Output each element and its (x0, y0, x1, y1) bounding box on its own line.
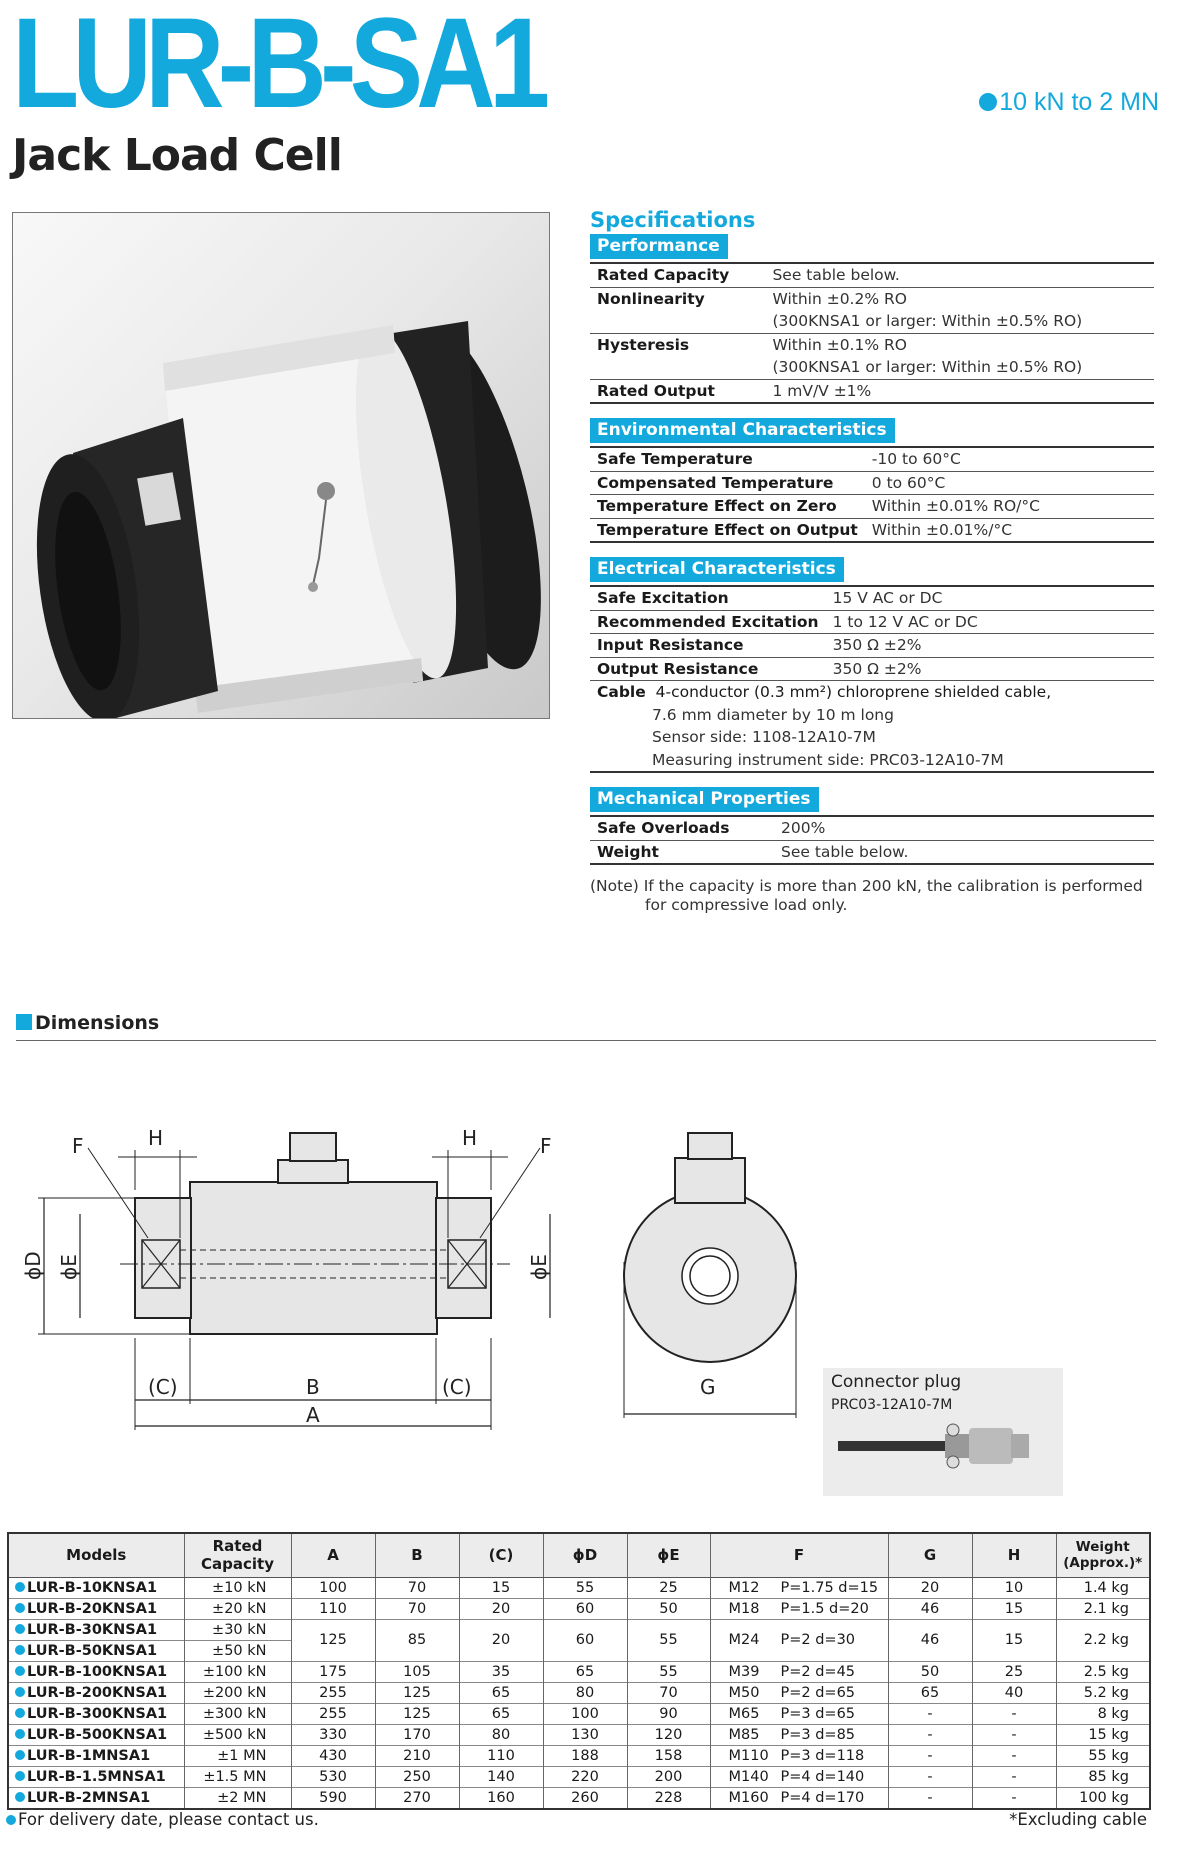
model-cell: LUR-B-500KNSA1 (8, 1724, 184, 1745)
dim-c-cell: 160 (459, 1787, 543, 1809)
model-cell: LUR-B-20KNSA1 (8, 1598, 184, 1619)
weight-cell: 1.4 kg (1056, 1577, 1150, 1598)
model-cell: LUR-B-50KNSA1 (8, 1640, 184, 1661)
bullet-icon (979, 93, 997, 111)
dim-d-cell: 65 (543, 1661, 627, 1682)
label-phi-e-right: ϕE (527, 1254, 551, 1280)
section-label: Mechanical Properties (590, 787, 819, 812)
spec-key: Input Resistance (590, 634, 826, 658)
spec-value: 0 to 60°C (865, 471, 1154, 495)
spec-key: Temperature Effect on Zero (590, 495, 865, 519)
capacity-cell: ±100 kN (184, 1661, 291, 1682)
capacity-cell: ±200 kN (184, 1682, 291, 1703)
dim-e-cell: 120 (627, 1724, 710, 1745)
dim-c-cell: 80 (459, 1724, 543, 1745)
dim-c-cell: 140 (459, 1766, 543, 1787)
table-row (8, 1787, 1150, 1809)
spec-value: 4-conductor (0.3 mm²) chloroprene shielded cable, (655, 683, 1052, 701)
weight-cell: 100 kg (1056, 1787, 1150, 1809)
cable-row (590, 681, 1154, 704)
dim-f-cell: M39 P=2 d=45 (710, 1661, 888, 1682)
dim-f-cell: M12 P=1.75 d=15 (710, 1577, 888, 1598)
label-c-left: (C) (148, 1375, 178, 1399)
mechanical-table (590, 815, 1154, 865)
dim-c-cell: 15 (459, 1577, 543, 1598)
note (590, 877, 1154, 915)
model-cell: LUR-B-30KNSA1 (8, 1619, 184, 1640)
connector-plug-box (823, 1368, 1063, 1496)
square-icon (16, 1014, 32, 1030)
table-row (8, 1766, 1150, 1787)
weight-cell: 2.2 kg (1056, 1619, 1150, 1661)
spec-value: Measuring instrument side: PRC03-12A10-7M (652, 750, 1004, 769)
dim-b-cell: 270 (375, 1787, 459, 1809)
spec-value: 350 Ω ±2% (826, 657, 1154, 681)
spec-value: Within ±0.01%/°C (865, 518, 1154, 542)
dim-f-cell: M65 P=3 d=65 (710, 1703, 888, 1724)
dim-f-cell: M160 P=4 d=170 (710, 1787, 888, 1809)
capacity-range: 10 kN to 2 MN (979, 88, 1159, 117)
label-c-right: (C) (442, 1375, 472, 1399)
bullet-icon (15, 1603, 25, 1613)
weight-cell: 15 kg (1056, 1724, 1150, 1745)
dim-c-cell: 20 (459, 1598, 543, 1619)
capacity-cell: ±10 kN (184, 1577, 291, 1598)
dim-g-cell: 50 (888, 1661, 972, 1682)
label-phi-e-left: ϕE (57, 1254, 81, 1280)
dim-c-cell: 65 (459, 1703, 543, 1724)
spec-value: Sensor side: 1108-12A10-7M (652, 728, 876, 746)
dimensions-heading: Dimensions (16, 1012, 1156, 1041)
col-header: ϕD (543, 1533, 627, 1577)
spec-key: Recommended Excitation (590, 610, 826, 634)
spec-value: 350 Ω ±2% (826, 634, 1154, 658)
dim-h-cell: - (972, 1703, 1056, 1724)
spec-key: Hysteresis (590, 333, 765, 356)
dim-d-cell: 60 (543, 1598, 627, 1619)
note-line: for compressive load only. (645, 896, 848, 914)
table-row (8, 1682, 1150, 1703)
label-g: G (700, 1375, 716, 1399)
bullet-icon (15, 1708, 25, 1718)
model-cell: LUR-B-1MNSA1 (8, 1745, 184, 1766)
dim-e-cell: 158 (627, 1745, 710, 1766)
table-row (8, 1703, 1150, 1724)
spec-key: Safe Temperature (597, 450, 753, 468)
table-header-row (8, 1533, 1150, 1577)
label-b: B (306, 1375, 320, 1399)
dim-c-cell: 110 (459, 1745, 543, 1766)
specifications (590, 208, 1154, 915)
bullet-icon (15, 1645, 25, 1655)
connector-title: Connector plug (831, 1372, 962, 1392)
dim-a-cell: 530 (291, 1766, 375, 1787)
dim-a-cell: 110 (291, 1598, 375, 1619)
load-cell-illustration (13, 213, 550, 719)
dim-b-cell: 85 (375, 1619, 459, 1661)
dim-c-cell: 20 (459, 1619, 543, 1661)
table-row (8, 1724, 1150, 1745)
weight-cell: 5.2 kg (1056, 1682, 1150, 1703)
dim-d-cell: 188 (543, 1745, 627, 1766)
weight-cell: 2.5 kg (1056, 1661, 1150, 1682)
performance-section (590, 234, 1154, 404)
bullet-icon (15, 1729, 25, 1739)
mechanical-section (590, 787, 1154, 865)
dim-a-cell: 590 (291, 1787, 375, 1809)
environmental-table (590, 446, 1154, 543)
spec-key: Safe Excitation (597, 589, 729, 607)
spec-value: (300KNSA1 or larger: Within ±0.5% RO) (772, 358, 1083, 376)
capacity-cell: ±50 kN (184, 1640, 291, 1661)
dim-a-cell: 330 (291, 1724, 375, 1745)
dim-g-cell: 46 (888, 1619, 972, 1661)
spec-key: Safe Overloads (597, 819, 730, 837)
specs-title: Specifications (590, 208, 756, 232)
col-header: G (888, 1533, 972, 1577)
dim-b-cell: 105 (375, 1661, 459, 1682)
dim-e-cell: 200 (627, 1766, 710, 1787)
dim-h-cell: 10 (972, 1577, 1056, 1598)
spec-key: Temperature Effect on Output (590, 518, 865, 542)
electrical-table (590, 585, 1154, 773)
bullet-icon (15, 1624, 25, 1634)
dim-d-cell: 60 (543, 1619, 627, 1661)
bullet-icon (15, 1666, 25, 1676)
section-label: Environmental Characteristics (590, 418, 895, 443)
dim-h-cell: - (972, 1724, 1056, 1745)
connector-outline (278, 1160, 348, 1183)
section-label: Electrical Characteristics (590, 557, 844, 582)
right-end-outline (436, 1198, 491, 1318)
spec-value: 15 V AC or DC (832, 589, 943, 607)
model-title: LUR-B-SA1 (12, 0, 544, 135)
dim-e-cell: 55 (627, 1619, 710, 1661)
performance-table (590, 262, 1154, 404)
dim-g-cell: - (888, 1745, 972, 1766)
dim-b-cell: 170 (375, 1724, 459, 1745)
col-header: B (375, 1533, 459, 1577)
col-header: Models (8, 1533, 184, 1577)
dim-a-cell: 255 (291, 1703, 375, 1724)
product-photo (12, 212, 550, 719)
dim-a-cell: 100 (291, 1577, 375, 1598)
environmental-section (590, 418, 1154, 543)
dim-e-cell: 55 (627, 1661, 710, 1682)
model-cell: LUR-B-300KNSA1 (8, 1703, 184, 1724)
label-phi-d: ϕD (21, 1251, 45, 1280)
table-row (8, 1577, 1150, 1598)
dim-b-cell: 125 (375, 1682, 459, 1703)
col-header: ϕE (627, 1533, 710, 1577)
dim-d-cell: 80 (543, 1682, 627, 1703)
model-cell: LUR-B-200KNSA1 (8, 1682, 184, 1703)
dim-f-cell: M110 P=3 d=118 (710, 1745, 888, 1766)
col-header: (C) (459, 1533, 543, 1577)
bullet-icon (15, 1582, 25, 1592)
bullet-icon (15, 1687, 25, 1697)
capacity-cell: ±300 kN (184, 1703, 291, 1724)
dim-e-cell: 70 (627, 1682, 710, 1703)
weight-cell: 2.1 kg (1056, 1598, 1150, 1619)
dim-c-cell: 65 (459, 1682, 543, 1703)
dim-h-cell: - (972, 1766, 1056, 1787)
weight-cell: 8 kg (1056, 1703, 1150, 1724)
table-row (8, 1661, 1150, 1682)
dim-b-cell: 210 (375, 1745, 459, 1766)
dim-e-cell: 90 (627, 1703, 710, 1724)
bullet-icon (15, 1771, 25, 1781)
label-f-left: F (72, 1134, 84, 1158)
footer-delivery-note: For delivery date, please contact us. (6, 1810, 319, 1829)
spec-key: Output Resistance (590, 657, 826, 681)
dim-f-cell: M18 P=1.5 d=20 (710, 1598, 888, 1619)
label-h-left: H (148, 1126, 164, 1150)
spec-key: Cable (597, 683, 646, 701)
weight-cell: 85 kg (1056, 1766, 1150, 1787)
dim-a-cell: 430 (291, 1745, 375, 1766)
dim-f-cell: M24 P=2 d=30 (710, 1619, 888, 1661)
dim-f-cell: M140 P=4 d=140 (710, 1766, 888, 1787)
dim-a-cell: 125 (291, 1619, 375, 1661)
dim-e-cell: 228 (627, 1787, 710, 1809)
models-table (7, 1532, 1151, 1810)
capacity-cell: ±30 kN (184, 1619, 291, 1640)
dim-d-cell: 100 (543, 1703, 627, 1724)
dim-d-cell: 130 (543, 1724, 627, 1745)
spec-key: Rated Output (590, 379, 765, 403)
spec-value: (300KNSA1 or larger: Within ±0.5% RO) (772, 312, 1083, 330)
dim-e-cell: 25 (627, 1577, 710, 1598)
dim-e-cell: 50 (627, 1598, 710, 1619)
model-cell: LUR-B-100KNSA1 (8, 1661, 184, 1682)
bullet-icon (15, 1750, 25, 1760)
spec-key: Nonlinearity (590, 287, 765, 310)
footer-weight-note: *Excluding cable (1009, 1810, 1147, 1829)
capacity-cell: ±2 MN (184, 1787, 291, 1809)
dim-g-cell: 46 (888, 1598, 972, 1619)
spec-value: 1 to 12 V AC or DC (826, 610, 1154, 634)
dim-b-cell: 70 (375, 1598, 459, 1619)
electrical-section (590, 557, 1154, 773)
capacity-cell: ±1.5 MN (184, 1766, 291, 1787)
dim-b-cell: 70 (375, 1577, 459, 1598)
dim-b-cell: 250 (375, 1766, 459, 1787)
col-header: A (291, 1533, 375, 1577)
model-cell: LUR-B-10KNSA1 (8, 1577, 184, 1598)
label-h-right: H (462, 1126, 478, 1150)
spec-key: Rated Capacity (597, 266, 730, 284)
connector-icon (823, 1368, 1063, 1496)
spec-value: 1 mV/V ±1% (765, 379, 1154, 403)
section-label: Performance (590, 234, 728, 259)
connector-part: PRC03-12A10-7M (831, 1397, 953, 1413)
dim-h-cell: - (972, 1745, 1056, 1766)
spec-key: Compensated Temperature (590, 471, 865, 495)
table-row (8, 1745, 1150, 1766)
dim-g-cell: - (888, 1766, 972, 1787)
note-line: (Note) If the capacity is more than 200 kN, the calibration is performed (590, 877, 1143, 895)
dim-c-cell: 35 (459, 1661, 543, 1682)
spec-value: 200% (781, 819, 826, 837)
dim-g-cell: 20 (888, 1577, 972, 1598)
dim-a-cell: 175 (291, 1661, 375, 1682)
dim-d-cell: 55 (543, 1577, 627, 1598)
model-cell: LUR-B-1.5MNSA1 (8, 1766, 184, 1787)
dim-g-cell: - (888, 1724, 972, 1745)
dim-h-cell: 40 (972, 1682, 1056, 1703)
body-outline (190, 1182, 437, 1334)
dim-d-cell: 220 (543, 1766, 627, 1787)
spec-value: See table below. (772, 266, 900, 284)
spec-value: See table below. (774, 840, 1154, 864)
table-row (8, 1598, 1150, 1619)
spec-key: Weight (590, 840, 774, 864)
product-subtitle: Jack Load Cell (12, 130, 342, 181)
spec-value: Within ±0.1% RO (765, 333, 1154, 356)
spec-value: Within ±0.2% RO (765, 287, 1154, 310)
dim-b-cell: 125 (375, 1703, 459, 1724)
dim-f-cell: M85 P=3 d=85 (710, 1724, 888, 1745)
label-f-right: F (540, 1134, 552, 1158)
dim-h-cell: - (972, 1787, 1056, 1809)
col-header: H (972, 1533, 1056, 1577)
capacity-cell: ±20 kN (184, 1598, 291, 1619)
col-header: Rated Capacity (184, 1533, 291, 1577)
dim-h-cell: 25 (972, 1661, 1056, 1682)
dim-g-cell: - (888, 1787, 972, 1809)
capacity-cell: ±500 kN (184, 1724, 291, 1745)
spec-value: -10 to 60°C (871, 450, 961, 468)
col-header: F (710, 1533, 888, 1577)
weight-cell: 55 kg (1056, 1745, 1150, 1766)
left-end-outline (135, 1198, 191, 1318)
dim-a-cell: 255 (291, 1682, 375, 1703)
dim-d-cell: 260 (543, 1787, 627, 1809)
capacity-cell: ±1 MN (184, 1745, 291, 1766)
spec-value: Within ±0.01% RO/°C (865, 495, 1154, 519)
table-row (8, 1619, 1150, 1640)
dim-f-cell: M50 P=2 d=65 (710, 1682, 888, 1703)
model-cell: LUR-B-2MNSA1 (8, 1787, 184, 1809)
dim-h-cell: 15 (972, 1598, 1056, 1619)
bullet-icon (6, 1815, 16, 1825)
dim-h-cell: 15 (972, 1619, 1056, 1661)
dim-g-cell: 65 (888, 1682, 972, 1703)
bullet-icon (15, 1792, 25, 1802)
col-header: Weight (Approx.)* (1056, 1533, 1150, 1577)
spec-value: 7.6 mm diameter by 10 m long (652, 705, 894, 724)
label-a: A (306, 1403, 320, 1427)
dim-g-cell: - (888, 1703, 972, 1724)
